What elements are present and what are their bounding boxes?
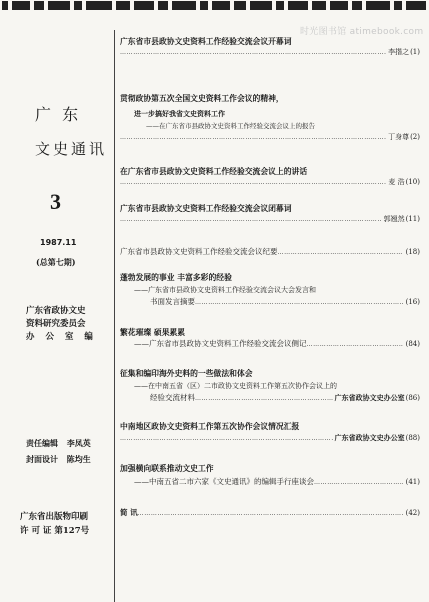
leader-dots — [120, 433, 333, 444]
print-license — [20, 510, 89, 538]
toc-leader-row — [120, 47, 420, 58]
toc-author: 广东省政协文史办公室 — [334, 433, 405, 442]
toc-title: 繁花璀璨 硕果累累 — [120, 328, 186, 337]
toc-page: (86) — [405, 394, 420, 402]
toc-subtitle-cont: 经验交流材料 — [150, 393, 195, 402]
toc-title: 在广东省市县政协文史资料工作经验交流会议上的讲话 — [120, 167, 308, 176]
toc-subtitle: 进一步搞好我省文史资料工作 — [134, 109, 225, 118]
toc-page: (2) — [410, 133, 420, 141]
issue-number: 3 — [50, 189, 61, 214]
publisher-line: 办 公 室 编 — [26, 332, 97, 342]
toc-page: (10) — [405, 178, 420, 186]
leader-dots — [120, 47, 386, 58]
credit-name: 李凤英 — [66, 438, 91, 448]
toc-title: 简 讯 — [120, 508, 138, 517]
toc-leader-row — [120, 214, 420, 225]
toc-leader-row — [120, 507, 420, 519]
leader-dots — [138, 508, 403, 519]
toc-note: ——在广东省市县政协文史资料工作经验交流会议上的报告 — [146, 122, 315, 130]
toc-author: 李揩之 — [388, 48, 410, 56]
leader-dots — [195, 297, 403, 308]
toc-leader-row — [120, 392, 420, 404]
leader-dots — [278, 247, 403, 258]
toc-subtitle: ——在中南五省（区）二市政协文史资料工作第五次协作会议上的 — [134, 382, 337, 390]
toc-entry[interactable] — [120, 421, 420, 444]
toc-subtitle: ——广东省市县政协文史资料工作经验交流会议侧记 — [134, 339, 307, 348]
toc-entry[interactable] — [120, 246, 420, 258]
toc-entry[interactable] — [120, 327, 420, 350]
leader-dots — [120, 214, 382, 225]
leader-dots — [314, 477, 403, 488]
credit-row — [26, 435, 91, 451]
toc-leader-row — [120, 246, 420, 258]
toc-subtitle: ——中南五省二市六家《文史通讯》的编辑手行座谈会 — [134, 477, 314, 486]
credit-row — [26, 451, 91, 467]
toc-page: (84) — [405, 340, 420, 348]
toc-entry[interactable] — [120, 507, 420, 519]
leader-dots — [120, 132, 386, 143]
license-line: 许 可 证 第127号 — [20, 526, 90, 536]
toc-title: 广东省市县政协文史资料工作经验交流会议闭幕词 — [120, 204, 292, 213]
toc-leader-row — [120, 177, 420, 188]
toc-title: 广东省市县政协文史资料工作经验交流会议纪要 — [120, 247, 278, 256]
top-border-strip — [0, 0, 429, 11]
toc-entry[interactable] — [120, 166, 420, 188]
toc-leader-row — [120, 338, 420, 350]
leader-dots — [307, 339, 403, 350]
toc-entry[interactable] — [120, 36, 420, 58]
toc-author: 丁身尊 — [388, 133, 410, 141]
title-line-2: 文史通讯 — [35, 140, 108, 158]
publisher — [26, 305, 97, 344]
column-divider — [114, 30, 115, 602]
toc-subtitle-cont: 书面发言摘要 — [150, 297, 195, 306]
leader-dots — [120, 177, 386, 188]
toc-leader-row — [120, 476, 420, 488]
magazine-title — [35, 104, 107, 160]
license-line: 广东省出版物印刷 — [20, 512, 89, 522]
toc-title: 加强横向联系推动文史工作 — [120, 464, 214, 473]
credit-name: 陈均生 — [66, 454, 91, 464]
toc-page: (1) — [410, 48, 420, 56]
toc-leader-row — [120, 296, 420, 308]
title-line-1: 广 东 — [35, 105, 82, 124]
toc-author: 广东省政协文史办公室 — [334, 393, 405, 402]
toc-leader-row — [120, 432, 420, 444]
toc-subtitle: ——广东省市县政协文史资料工作经验交流会议大会发言和 — [134, 286, 316, 294]
credit-label: 责任编辑 — [26, 438, 58, 448]
publisher-line: 广东省政协文史 — [26, 306, 86, 316]
toc-page: (41) — [405, 478, 420, 486]
toc-entry[interactable] — [120, 272, 420, 308]
toc-author: 麦 浩 — [388, 178, 405, 186]
publisher-line: 资料研究委员会 — [26, 319, 86, 329]
toc-title: 贯彻政协第五次全国文史资料工作会议的精神， — [120, 94, 284, 103]
toc-page: (16) — [405, 298, 420, 306]
toc-page: (88) — [405, 434, 420, 442]
toc-entry[interactable] — [120, 203, 420, 225]
toc-entry[interactable] — [120, 368, 420, 404]
leader-dots — [195, 393, 333, 404]
toc-leader-row — [120, 132, 420, 143]
credits — [26, 435, 91, 467]
toc-page: (42) — [405, 509, 420, 517]
toc-page: (18) — [405, 248, 420, 256]
toc-entry[interactable] — [120, 93, 420, 143]
toc-title: 征集和编印海外史料的一些做法和体会 — [120, 369, 253, 378]
toc-entry[interactable] — [120, 463, 420, 488]
credit-label: 封面设计 — [26, 454, 58, 464]
toc-title: 中南地区政协文史资料工作第五次协作会议情况汇报 — [120, 422, 300, 431]
toc-author: 郭翘然 — [383, 215, 405, 223]
toc-title: 蓬勃发展的事业 丰富多彩的经验 — [120, 273, 232, 282]
serial-number: (总第七期) — [36, 257, 76, 267]
watermark-text: 时光图书馆 atimebook.com — [300, 27, 424, 37]
issue-date: 1987.11 — [40, 238, 77, 247]
toc-page: (11) — [405, 215, 420, 223]
toc-title: 广东省市县政协文史资料工作经验交流会议开幕词 — [120, 37, 292, 46]
